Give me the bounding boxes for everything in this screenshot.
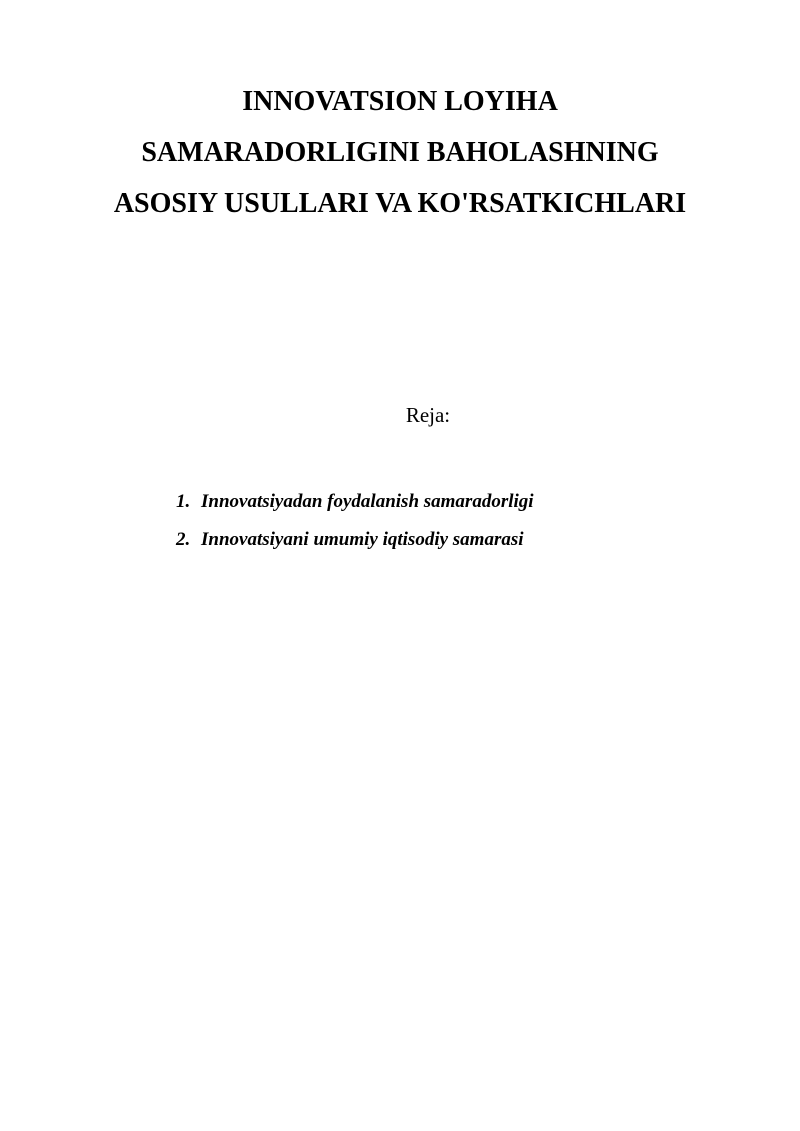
plan-item (176, 521, 534, 559)
title-line: SAMARADORLIGINI BAHOLASHNING (141, 137, 659, 168)
title-line: ASOSIY USULLARI VA KO'RSATKICHLARI (113, 188, 687, 219)
plan-item-number: 2. (176, 529, 191, 550)
plan-heading: Reja: (405, 403, 451, 427)
title-line: INNOVATSION LOYIHA (242, 86, 558, 117)
plan-item-number: 1. (176, 491, 191, 512)
plan-list (176, 483, 534, 559)
document-title (0, 76, 800, 229)
plan-item (176, 483, 534, 521)
plan-item-text: Innovatsiyani umumiy iqtisodiy samarasi (201, 529, 524, 550)
plan-item-text: Innovatsiyadan foydalanish samaradorligi (201, 491, 534, 512)
